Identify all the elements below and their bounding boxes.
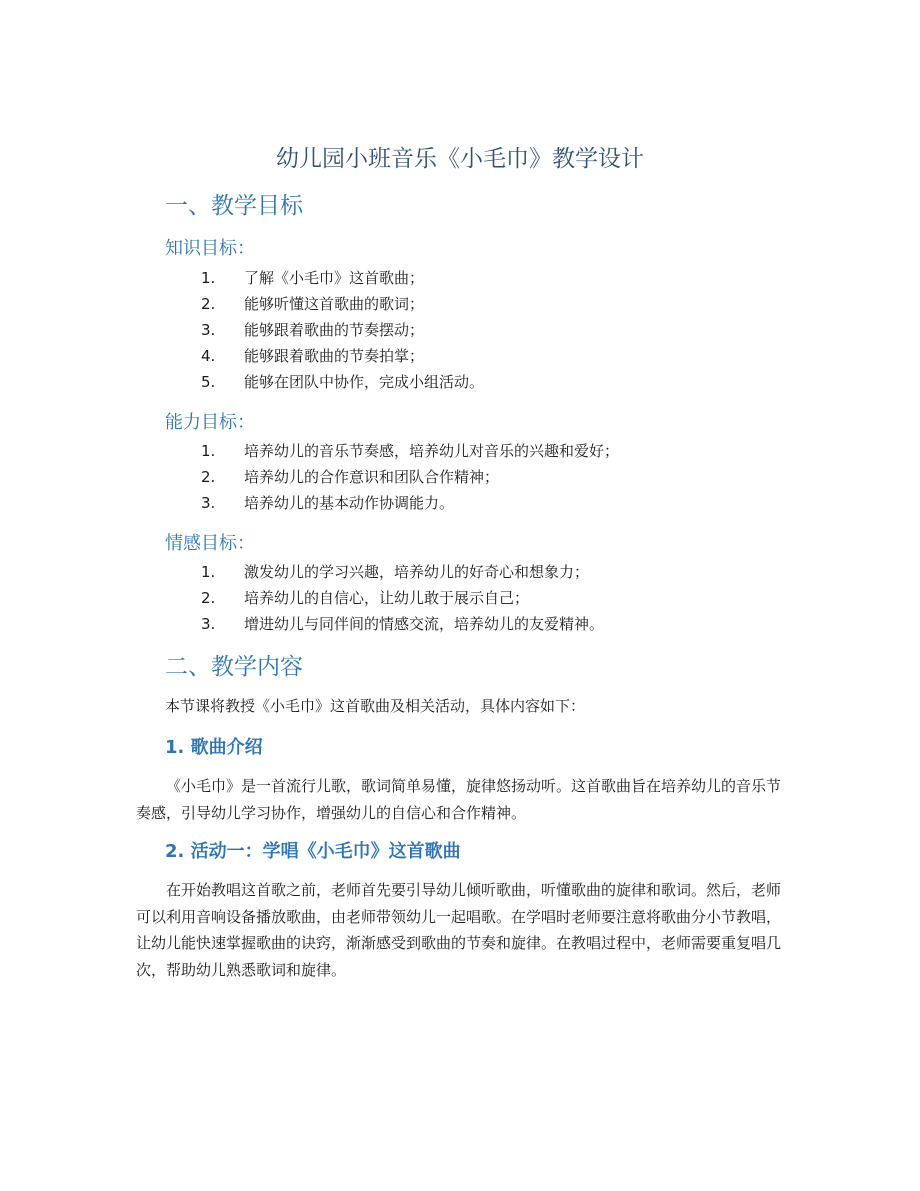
section-intro-paragraph: 本节课将教授《小毛巾》这首歌曲及相关活动，具体内容如下： [165, 697, 586, 715]
subheading-ability-goals: 能力目标： [165, 412, 255, 433]
section-heading-teaching-content: 二、教学内容 [165, 654, 303, 680]
list-item-number: 3. [201, 494, 216, 512]
list-item [0, 291, 920, 317]
section-heading-teaching-goals: 一、教学目标 [165, 193, 303, 219]
list-item-number: 2. [201, 295, 216, 313]
list-item-text: 培养幼儿的合作意识和团队合作精神； [244, 468, 500, 486]
list-item-number: 1. [201, 563, 216, 581]
list-item-text: 增进幼儿与同伴间的情感交流，培养幼儿的友爱精神。 [244, 615, 605, 633]
list-item-number: 4. [201, 347, 216, 365]
list-item [0, 343, 920, 369]
list-item-number: 5. [201, 373, 216, 391]
list-item-text: 培养幼儿的基本动作协调能力。 [244, 494, 455, 512]
list-item [0, 585, 920, 611]
list-item [0, 611, 920, 637]
list-item-text: 能够跟着歌曲的节奏摆动； [244, 321, 425, 339]
list-item [0, 559, 920, 585]
list-item-text: 能够在团队中协作，完成小组活动。 [244, 373, 485, 391]
list-item [0, 317, 920, 343]
list-item-number: 1. [201, 442, 216, 460]
list-item-text: 能够听懂这首歌曲的歌词； [244, 295, 425, 313]
knowledge-goals-list [0, 265, 920, 395]
list-item-text: 了解《小毛巾》这首歌曲； [244, 269, 425, 287]
emotion-goals-list [0, 559, 920, 637]
list-item-number: 2. [201, 589, 216, 607]
subheading-emotion-goals: 情感目标： [165, 533, 255, 554]
subheading-song-introduction: 1. 歌曲介绍 [165, 737, 263, 758]
document-title: 幼儿园小班音乐《小毛巾》教学设计 [276, 146, 644, 172]
list-item-text: 培养幼儿的自信心，让幼儿敢于展示自己； [244, 589, 530, 607]
activity-one-paragraph: 在开始教唱这首歌之前，老师首先要引导幼儿倾听歌曲，听懂歌曲的旋律和歌词。然后，老师可以利用音响设备播放歌曲，由老师带领幼儿一起唱歌。在学唱时老师要注意将歌曲分小节教唱，让幼儿能快速掌握歌曲的诀窍，渐渐感受到歌曲的节奏和旋律。在教唱过程中，老师需要重复唱几次，帮助幼儿熟悉歌词和旋律。 [136, 881, 782, 979]
list-item [0, 464, 920, 490]
list-item [0, 490, 920, 516]
song-introduction-paragraph: 《小毛巾》是一首流行儿歌，歌词简单易懂，旋律悠扬动听。这首歌曲旨在培养幼儿的音乐节奏感，引导幼儿学习协作，增强幼儿的自信心和合作精神。 [136, 777, 782, 822]
list-item-text: 激发幼儿的学习兴趣，培养幼儿的好奇心和想象力； [244, 563, 590, 581]
list-item-number: 2. [201, 468, 216, 486]
ability-goals-list [0, 438, 920, 516]
list-item [0, 265, 920, 291]
list-item [0, 438, 920, 464]
subheading-activity-one: 2. 活动一：学唱《小毛巾》这首歌曲 [165, 841, 461, 862]
list-item [0, 369, 920, 395]
list-item-number: 3. [201, 615, 216, 633]
subheading-knowledge-goals: 知识目标： [165, 238, 255, 259]
list-item-text: 能够跟着歌曲的节奏拍掌； [244, 347, 425, 365]
list-item-text: 培养幼儿的音乐节奏感，培养幼儿对音乐的兴趣和爱好； [244, 442, 620, 460]
list-item-number: 1. [201, 269, 216, 287]
list-item-number: 3. [201, 321, 216, 339]
